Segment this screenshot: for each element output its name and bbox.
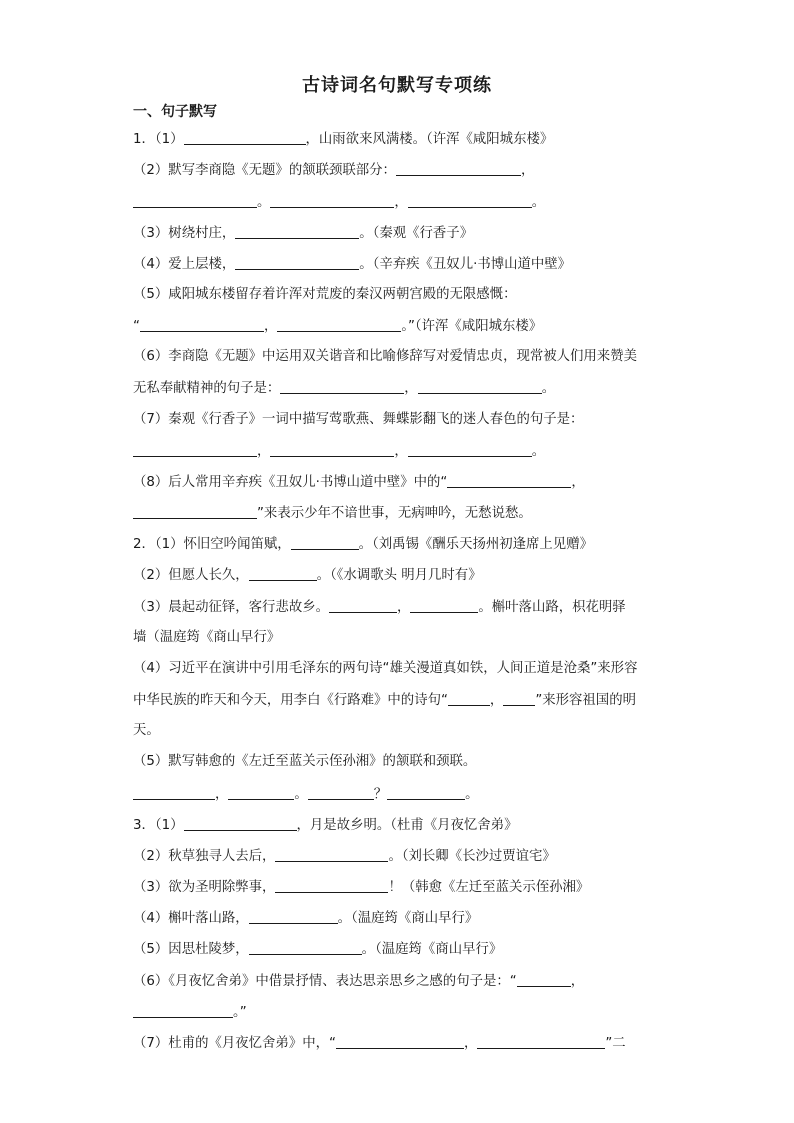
- text: 。: [531, 195, 546, 210]
- q3-line-3: [133, 878, 589, 897]
- text: 。: [465, 787, 479, 802]
- page-title: 古诗词名句默写专项练: [302, 75, 492, 96]
- text: 。（秦观《行香子》: [359, 226, 474, 241]
- q1-line-12: [133, 473, 585, 492]
- answer-blank[interactable]: [277, 317, 401, 332]
- q2-line-2: [133, 566, 482, 585]
- answer-blank[interactable]: [133, 1003, 233, 1018]
- answer-blank[interactable]: [410, 598, 478, 613]
- answer-blank[interactable]: [477, 1034, 605, 1049]
- text: ，月是故乡明。（杜甫《月夜忆舍弟》: [296, 818, 518, 833]
- text: 。（温庭筠《商山早行》: [337, 911, 479, 926]
- text: （6）《月夜忆舍弟》中借景抒情、表达思亲思乡之感的句子是：“: [133, 974, 517, 989]
- answer-blank[interactable]: [133, 193, 257, 208]
- q3-line-7: [133, 1003, 247, 1022]
- q3-line-8: [133, 1034, 626, 1053]
- text: ”来形容祖国的明: [535, 693, 636, 708]
- text: （5）因思杜陵梦，: [133, 942, 249, 957]
- q1-line-2: [133, 161, 534, 180]
- q1-line-1: [133, 130, 553, 149]
- answer-blank[interactable]: [418, 379, 542, 394]
- q2-line-5: （4）习近平在演讲中引用毛泽东的两句诗“雄关漫道真如铁，人间正道是沧桑”来形容: [133, 661, 638, 676]
- text: ，: [394, 444, 408, 459]
- answer-blank[interactable]: [249, 940, 362, 955]
- text: 。槲叶落山路，枳花明驿: [478, 600, 626, 615]
- answer-blank[interactable]: [329, 598, 397, 613]
- text: 3．（1）: [133, 818, 184, 833]
- text: ，: [570, 974, 585, 989]
- q1-line-13: [133, 504, 532, 523]
- answer-blank[interactable]: [249, 566, 317, 581]
- answer-blank[interactable]: [280, 379, 404, 394]
- text: ，: [397, 600, 411, 615]
- text: （4）爱上层楼，: [133, 257, 236, 272]
- answer-blank[interactable]: [387, 785, 465, 800]
- answer-blank[interactable]: [140, 317, 264, 332]
- answer-blank[interactable]: [447, 473, 571, 488]
- text: ”来表示少年不谙世事，无病呻吟，无愁说愁。: [257, 506, 532, 521]
- answer-blank[interactable]: [408, 442, 532, 457]
- answer-blank[interactable]: [249, 909, 338, 924]
- text: “: [133, 319, 140, 334]
- answer-blank[interactable]: [270, 442, 394, 457]
- text: 1．（1）: [133, 132, 184, 147]
- answer-blank[interactable]: [235, 255, 359, 270]
- q3-line-6: [133, 972, 584, 991]
- text: ，: [257, 444, 271, 459]
- q2-line-9: [133, 785, 479, 804]
- answer-blank[interactable]: [408, 193, 532, 208]
- text: ，: [489, 693, 504, 708]
- text: （2）但愿人长久，: [133, 568, 249, 583]
- q3-line-5: [133, 940, 502, 959]
- answer-blank[interactable]: [133, 442, 257, 457]
- answer-blank[interactable]: [308, 785, 374, 800]
- text: 2．（1）怀旧空吟闻笛赋，: [133, 537, 291, 552]
- q1-line-6: （5）咸阳城东楼留存着许浑对荒废的秦汉两朝宫殿的无限感慨：: [133, 287, 517, 302]
- q1-line-5: [133, 255, 571, 274]
- q3-line-1: [133, 816, 517, 835]
- text: ”二: [605, 1036, 626, 1051]
- answer-blank[interactable]: [517, 972, 571, 987]
- text: 。”: [233, 1005, 247, 1020]
- text: （2）秋草独寻人去后，: [133, 849, 276, 864]
- q2-line-7: 天。: [133, 723, 160, 738]
- text: （3）树绕村庄，: [133, 226, 236, 241]
- text: （4）槲叶落山路，: [133, 911, 249, 926]
- answer-blank[interactable]: [184, 816, 297, 831]
- answer-blank[interactable]: [133, 504, 257, 519]
- text: 。（温庭筠《商山早行》: [361, 942, 503, 957]
- q2-line-1: [133, 535, 593, 554]
- text: ，: [520, 163, 535, 178]
- text: ，: [263, 319, 278, 334]
- text: ，: [571, 475, 585, 490]
- text: ？: [373, 787, 388, 802]
- text: 。（《水调歌头 明月几时有》: [316, 568, 482, 583]
- section-heading: 一、句子默写: [133, 104, 217, 120]
- answer-blank[interactable]: [184, 130, 306, 145]
- text: ！（韩愈《左迁至蓝关示侄孙湘》: [388, 880, 590, 895]
- q1-line-3: [133, 193, 545, 212]
- q3-line-4: [133, 909, 478, 928]
- text: （7）杜甫的《月夜忆舍弟》中，“: [133, 1036, 336, 1051]
- answer-blank[interactable]: [396, 161, 521, 176]
- text: 。（辛弃疾《丑奴儿·书博山道中壁》: [359, 257, 572, 272]
- answer-blank[interactable]: [448, 691, 490, 706]
- answer-blank[interactable]: [503, 691, 535, 706]
- answer-blank[interactable]: [291, 535, 359, 550]
- answer-blank[interactable]: [270, 193, 394, 208]
- answer-blank[interactable]: [336, 1034, 464, 1049]
- text: 。: [531, 444, 546, 459]
- text: 。: [541, 381, 556, 396]
- q1-line-4: [133, 224, 473, 243]
- text: 中华民族的昨天和今天，用李白《行路难》中的诗句“: [133, 693, 448, 708]
- text: 。（刘长卿《长沙过贾谊宅》: [388, 849, 556, 864]
- text: （3）晨起动征铎，客行悲故乡。: [133, 600, 329, 615]
- q3-line-2: [133, 847, 556, 866]
- answer-blank[interactable]: [275, 878, 388, 893]
- text: （8）后人常用辛弃疾《丑奴儿·书博山道中壁》中的“: [133, 475, 448, 490]
- q1-line-7: [133, 317, 542, 336]
- answer-blank[interactable]: [133, 785, 215, 800]
- text: ，山雨欲来风满楼。（许浑《咸阳城东楼》: [305, 132, 554, 147]
- text: ，: [463, 1036, 478, 1051]
- text: ，: [404, 381, 418, 396]
- text: 。: [294, 787, 308, 802]
- q1-line-10: （7）秦观《行香子》一词中描写莺歌燕、舞蝶影翻飞的迷人春色的句子是：: [133, 412, 584, 427]
- q2-line-6: [133, 691, 636, 710]
- answer-blank[interactable]: [235, 224, 359, 239]
- text: 。”（许浑《咸阳城东楼》: [401, 319, 543, 334]
- text: 。: [257, 195, 271, 210]
- q2-line-4: 墙（温庭筠《商山早行》: [133, 630, 281, 645]
- q1-line-9: [133, 379, 555, 398]
- q2-line-8: （5）默写韩愈的《左迁至蓝关示侄孙湘》的颔联和颈联。: [133, 754, 477, 769]
- text: ，: [215, 787, 229, 802]
- text: （3）欲为圣明除弊事，: [133, 880, 276, 895]
- answer-blank[interactable]: [275, 847, 388, 862]
- q1-line-11: [133, 442, 545, 461]
- q1-line-8: （6）李商隐《无题》中运用双关谐音和比喻修辞写对爱情忠贞，现常被人们用来赞美: [133, 349, 637, 364]
- text: 。（刘禹锡《酬乐天扬州初逢席上见赠》: [358, 537, 593, 552]
- answer-blank[interactable]: [228, 785, 294, 800]
- q2-line-3: [133, 598, 626, 617]
- text: （2）默写李商隐《无题》的颔联颈联部分：: [133, 163, 396, 178]
- text: 无私奉献精神的句子是：: [133, 381, 281, 396]
- text: ，: [394, 195, 408, 210]
